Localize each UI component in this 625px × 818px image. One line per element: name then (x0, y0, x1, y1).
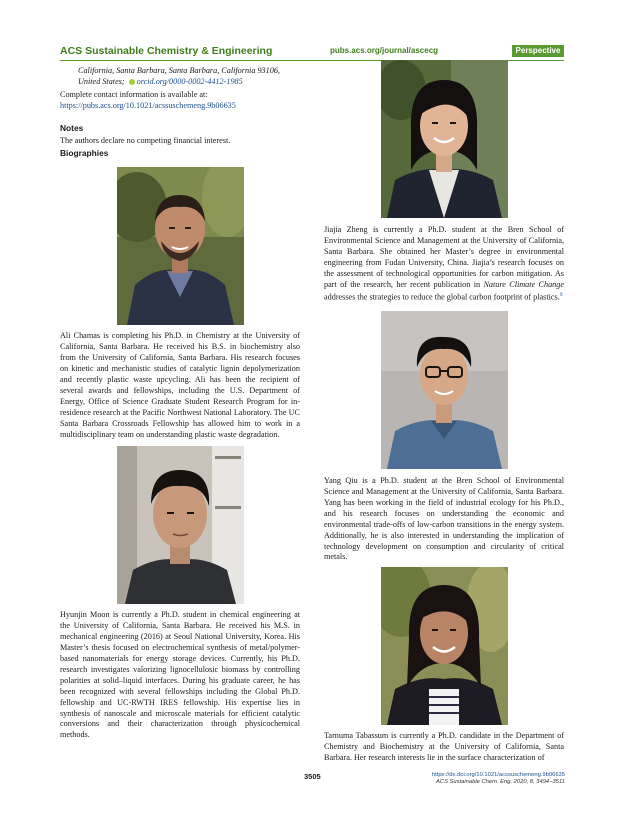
affiliation-line-2 (60, 77, 300, 88)
bio-yang-qiu: Yang Qiu is a Ph.D. student at the Bren School of Environmental Science and Management at the University of California, Santa Barbara. Yang has been working in the field of industrial ecology for his Ph.D., and his research focuses on understanding the economic and environmental trade-offs of low-carbon transitions in the energy system. Additionally, he is also interested in understanding the implication of technology development on consumption and circularity of critical metals. (324, 476, 564, 562)
bio-tarnuma-tabassum: Tarnuma Tabassum is currently a Ph.D. candidate in the Department of Chemistry and Biochemistry at the University of California, Santa Barbara. Her research interests lie in the surface characterization of (324, 731, 564, 763)
photo-ali-chamas (117, 167, 244, 325)
affiliation-line-1: California, Santa Barbara, Santa Barbara, California 93106, (78, 66, 280, 75)
page-header (60, 44, 564, 61)
bio-jiajia-zheng-text-end: addresses the strategies to reduce the global carbon footprint of plastics. (324, 293, 560, 303)
bio-ali-chamas: Ali Chamas is completing his Ph.D. in Chemistry at the University of California, Santa Barbara. He received his B.S. in biochemistry also from the University of California, Santa Barbara. His research focuses on kinetic and mechanistic studies of catalytic lignin depolymerization and recently plastic waste upcycling. Ali has been the recipient of several awards and fellowships, including the U.S. Department of Energy, Office of Science Graduate Student Research Program for in-residence research at the Pacific Northwest National Laboratory. The UC Santa Barbara Crossroads Fellowship has allowed him to work in a multidisciplinary team on understanding plastic waste degradation. (60, 331, 300, 439)
bio-jiajia-zheng-text: Jiajia Zheng is currently a Ph.D. student at the Bren School of Environmental Science and Management at the University of California, Santa Barbara. She obtained her Master’s degree in environmental engineering from Fudan University, China. Jiajia’s research focuses on the assessment of technological opportunities for carbon mitigation. As part of the research, her recent publication in (324, 225, 564, 289)
bio-jiajia-zheng (324, 225, 564, 304)
orcid-link[interactable]: orcid.org/0000-0002-4412-1985 (136, 76, 243, 86)
photo-yang-qiu (381, 311, 508, 469)
doi-link[interactable]: https://dx.doi.org/10.1021/acssuschemeng.9b06635 (431, 772, 565, 778)
right-column (324, 60, 564, 764)
footer-citation (432, 772, 565, 786)
article-type-badge: Perspective (512, 45, 564, 57)
page-number: 3505 (304, 772, 321, 781)
bio-jiajia-zheng-journal: Nature Climate Change (483, 279, 564, 289)
contact-link[interactable]: https://pubs.acs.org/10.1021/acssuschemeng.9b06635 (60, 100, 236, 110)
left-column (60, 66, 300, 741)
affiliation-country: United States; (78, 76, 125, 86)
journal-citation: ACS Sustainable Chem. Eng. 2020, 8, 3494−3511 (436, 779, 565, 785)
photo-tarnuma-tabassum (381, 567, 508, 725)
reference-marker[interactable]: 9 (559, 292, 563, 299)
journal-url[interactable]: pubs.acs.org/journal/ascecg (330, 46, 439, 55)
biographies-heading: Biographies (60, 148, 109, 159)
notes-text: The authors declare no competing financial interest. (60, 135, 231, 145)
orcid-icon (129, 79, 135, 85)
photo-hyunjin-moon (117, 446, 244, 604)
journal-name: ACS Sustainable Chemistry & Engineering (60, 45, 273, 57)
contact-text: Complete contact information is available at: (60, 89, 208, 99)
notes-heading: Notes (60, 122, 84, 133)
bio-hyunjin-moon: Hyunjin Moon is currently a Ph.D. student in chemical engineering at the University of California, Santa Barbara. He received his M.S. in mechanical engineering (2016) at Seoul National University, Korea. His Master’s thesis focused on electrochemical synthesis of metal/polymer-based nanomaterials for energy storage devices. Currently, his Ph.D. research investigates valorizing lignocellulosic biomass by controlling polarities at solid–liquid interfaces. During his graduate career, he has been recognized with several fellowships including the Global Ph.D. fellowship and UC-RWTH IRES fellowship. His expertise lies in synthesis of nanoscale and microscale materials for efficient catalytic conversions and their characterization through physicochemical methods. (60, 610, 300, 740)
photo-jiajia-zheng (381, 60, 508, 218)
